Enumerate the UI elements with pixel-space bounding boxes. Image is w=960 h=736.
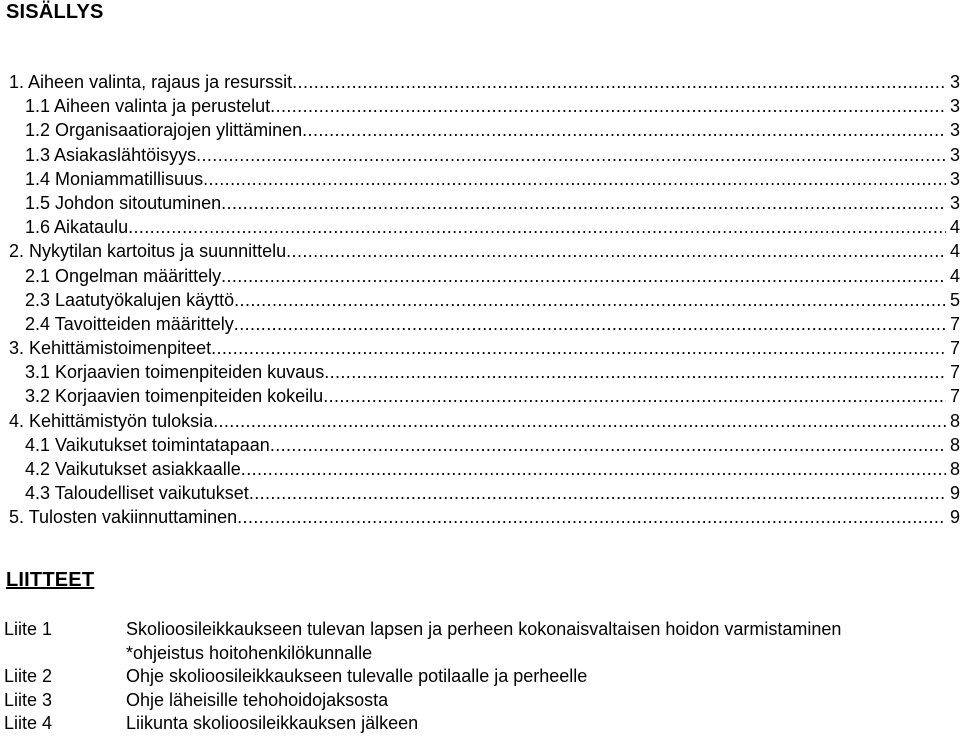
- toc-page-number: 7: [949, 386, 960, 407]
- toc-leader-dots: [237, 505, 946, 529]
- toc-page-number: 3: [949, 168, 960, 189]
- toc-page-number: 7: [949, 338, 960, 359]
- toc-leader-dots: [211, 336, 946, 360]
- toc-page-number: 4: [949, 265, 960, 286]
- toc-leader-dots: [324, 360, 946, 384]
- toc-leader-dots: [128, 215, 946, 239]
- toc-leader-dots: [196, 143, 946, 167]
- toc-entry-label: 1.4 Moniammatillisuus: [25, 168, 204, 189]
- appendix-description-line: *ohjeistus hoitohenkilökunnalle: [126, 642, 373, 663]
- toc-entry-label: 1.2 Organisaatiorajojen ylittäminen: [25, 120, 303, 141]
- toc-entry[interactable]: [9, 118, 960, 142]
- appendix-description-line: Skolioosileikkaukseen tulevan lapsen ja perheen kokonaisvaltaisen hoidon varmistaminen: [126, 619, 842, 639]
- toc-entry-label: 2.4 Tavoitteiden määrittely: [25, 313, 234, 334]
- toc-entry[interactable]: [9, 167, 960, 191]
- toc-entry-label: 5. Tulosten vakiinnuttaminen: [9, 507, 238, 528]
- page-title: SISÄLLYS: [6, 1, 104, 23]
- appendix-list: [4, 618, 960, 736]
- toc-entry[interactable]: [9, 433, 960, 457]
- toc-entry[interactable]: [9, 288, 960, 312]
- appendix-description: Liikunta skolioosileikkauksen jälkeen: [126, 713, 419, 733]
- toc-entry[interactable]: [9, 264, 960, 288]
- toc-entry-label: 2. Nykytilan kartoitus ja suunnittelu: [9, 241, 287, 262]
- toc-page-number: 8: [949, 410, 960, 431]
- toc-page-number: 3: [949, 72, 960, 92]
- appendix-description: [126, 618, 960, 665]
- appendix-id: Liite 2: [4, 666, 53, 686]
- toc-leader-dots: [221, 264, 946, 288]
- toc-entry-label: 1.6 Aikataulu: [25, 217, 129, 238]
- toc-entry[interactable]: [9, 70, 960, 94]
- toc-entry[interactable]: [9, 505, 960, 529]
- toc-entry-label: 4. Kehittämistyön tuloksia: [9, 410, 214, 431]
- appendix-id: Liite 4: [4, 713, 53, 733]
- toc-entry-label: 3.1 Korjaavien toimenpiteiden kuvaus: [25, 362, 325, 383]
- toc-entry[interactable]: [9, 360, 960, 384]
- toc-page-number: 8: [949, 459, 960, 479]
- appendix-heading: LIITTEET: [6, 569, 95, 591]
- toc-entry[interactable]: [9, 312, 960, 336]
- toc-entry-label: 4.1 Vaikutukset toimintatapaan: [25, 434, 270, 455]
- toc-page-number: 3: [949, 96, 960, 117]
- toc-entry[interactable]: [9, 384, 960, 408]
- appendix-item: [4, 665, 960, 689]
- appendix-description: Ohje skolioosileikkaukseen tulevalle potilaalle ja perheelle: [126, 666, 588, 686]
- toc-entry[interactable]: [9, 457, 960, 481]
- toc-leader-dots: [292, 70, 946, 94]
- toc-leader-dots: [234, 312, 946, 336]
- toc-entry-label: 3.2 Korjaavien toimenpiteiden kokeilu: [25, 386, 324, 407]
- toc-page-number: 4: [949, 217, 960, 238]
- toc-entry-label: 2.3 Laatutyökalujen käyttö: [25, 289, 235, 310]
- toc-entry-label: 4.3 Taloudelliset vaikutukset: [25, 483, 249, 504]
- toc-entry-label: 1.1 Aiheen valinta ja perustelut: [25, 96, 271, 117]
- toc-leader-dots: [249, 481, 946, 505]
- toc-entry[interactable]: [9, 481, 960, 505]
- toc-page-number: 3: [949, 144, 960, 165]
- toc-entry[interactable]: [9, 409, 960, 433]
- toc-leader-dots: [286, 239, 946, 263]
- toc-entry[interactable]: [9, 215, 960, 239]
- toc-page-number: 5: [949, 289, 960, 310]
- table-of-contents: [9, 70, 960, 530]
- toc-leader-dots: [270, 433, 946, 457]
- toc-entry-label: 2.1 Ongelman määrittely: [25, 265, 222, 286]
- toc-entry[interactable]: [9, 239, 960, 263]
- toc-leader-dots: [323, 384, 946, 408]
- toc-page-number: 7: [949, 362, 960, 383]
- toc-leader-dots: [302, 118, 946, 142]
- toc-page-number: 7: [949, 313, 960, 334]
- toc-entry[interactable]: [9, 143, 960, 167]
- appendix-item: [4, 618, 960, 665]
- toc-page-number: 3: [949, 120, 960, 141]
- appendix-description: Ohje läheisille tehohoidojaksosta: [126, 689, 389, 710]
- toc-entry[interactable]: [9, 336, 960, 360]
- toc-leader-dots: [203, 167, 946, 191]
- toc-entry-label: 3. Kehittämistoimenpiteet: [9, 338, 212, 359]
- toc-page-number: 3: [949, 192, 960, 213]
- appendix-id: Liite 3: [4, 689, 53, 710]
- appendix-item: [4, 689, 960, 713]
- toc-leader-dots: [241, 457, 946, 481]
- toc-leader-dots: [221, 191, 946, 215]
- toc-entry-label: 1.5 Johdon sitoutuminen: [25, 192, 222, 213]
- toc-entry[interactable]: [9, 94, 960, 118]
- toc-entry-label: 1. Aiheen valinta, rajaus ja resurssit: [9, 72, 293, 92]
- toc-page-number: 9: [949, 483, 960, 504]
- toc-entry[interactable]: [9, 191, 960, 215]
- toc-entry-label: 4.2 Vaikutukset asiakkaalle: [25, 459, 241, 479]
- toc-page-number: 8: [949, 434, 960, 455]
- toc-page-number: 9: [949, 507, 960, 528]
- toc-leader-dots: [270, 94, 946, 118]
- toc-leader-dots: [213, 409, 946, 433]
- toc-entry-label: 1.3 Asiakaslähtöisyys: [25, 144, 197, 165]
- toc-page-number: 4: [949, 241, 960, 262]
- appendix-item: [4, 712, 960, 736]
- toc-leader-dots: [234, 288, 946, 312]
- appendix-id: Liite 1: [4, 619, 53, 639]
